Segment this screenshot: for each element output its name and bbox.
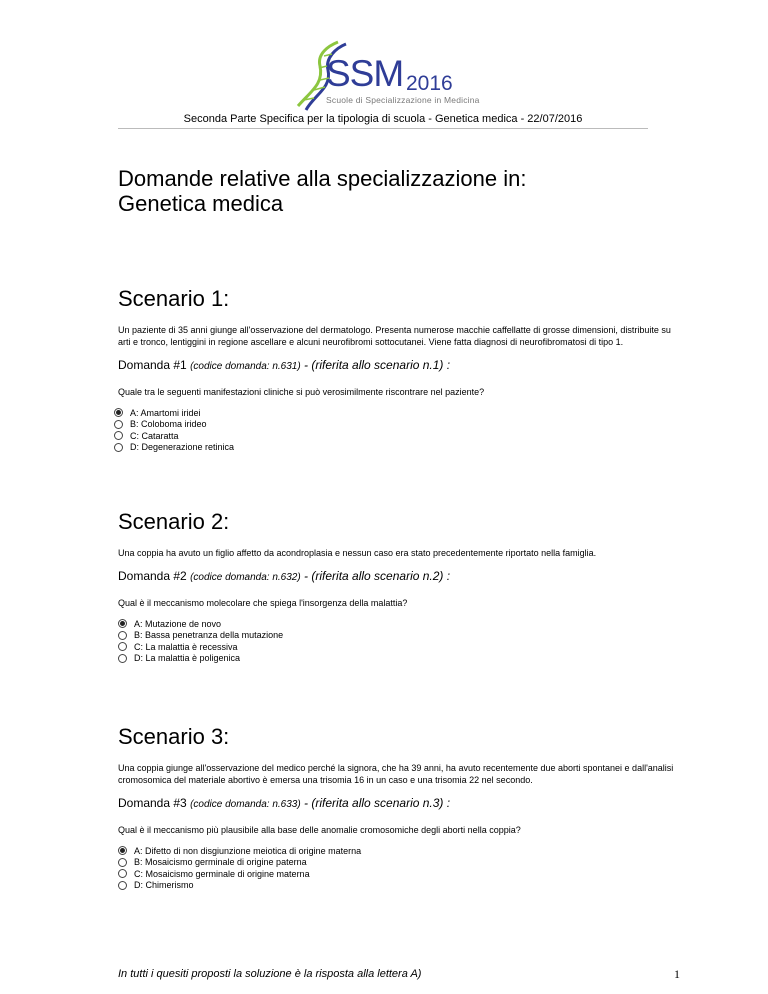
scenario-title: Scenario 1: (118, 286, 230, 311)
option-label: D: Degenerazione retinica (130, 442, 235, 453)
answer-option[interactable] (114, 442, 678, 454)
question-code: (codice domanda: n.632) (190, 572, 301, 583)
scenario-title: Scenario 2: (118, 509, 230, 534)
radio-icon[interactable] (118, 654, 127, 663)
question-header (118, 358, 678, 374)
question-ref: - (riferita allo scenario n.2) : (304, 569, 451, 583)
option-label: A: Amartomi iridei (130, 407, 201, 418)
scenario-title: Scenario 3: (118, 724, 230, 749)
radio-icon[interactable] (118, 631, 127, 640)
scenario-text: Una coppia ha avuto un figlio affetto da acondroplasia e nessun caso era stato precedentemente riportato nella famiglia. (118, 548, 597, 558)
logo-brand: SSM (326, 53, 404, 94)
answer-option[interactable] (118, 641, 678, 653)
page-title (118, 166, 618, 216)
page-number: 1 (674, 967, 680, 981)
question-label: Domanda #1 (118, 358, 187, 372)
radio-icon[interactable] (118, 642, 127, 651)
scenario-text: Un paziente di 35 anni giunge all'osservazione del dermatologo. Presenta numerose macchie caffellatte di grosse dimensioni, distribuite su arti e tronco, lentiggini in regione ascellare e alcuni neurofibromi sottocutanei. Viene fatta diagnosi di neurofibromatosi di tipo 1. (118, 325, 671, 347)
option-label: C: Mosaicismo germinale di origine materna (134, 868, 310, 879)
question-text: Quale tra le seguenti manifestazioni cliniche si può verosimilmente riscontrare nel paziente? (118, 387, 485, 397)
question-ref: - (riferita allo scenario n.1) : (304, 358, 451, 372)
question-header (118, 796, 678, 812)
question-ref: - (riferita allo scenario n.3) : (304, 796, 451, 810)
scenario-1 (118, 287, 678, 469)
page-title-line1: Domande relative alla specializzazione in: (118, 166, 527, 191)
answer-options (118, 618, 678, 664)
answer-option[interactable] (118, 630, 678, 642)
question-code: (codice domanda: n.633) (190, 799, 301, 810)
question-code: (codice domanda: n.631) (190, 361, 301, 372)
radio-selected-icon[interactable] (114, 408, 123, 417)
option-label: B: Coloboma irideo (130, 419, 207, 430)
answer-option[interactable] (114, 407, 678, 419)
logo-year: 2016 (406, 72, 453, 95)
header-divider (118, 128, 648, 129)
answer-option[interactable] (114, 419, 678, 431)
option-label: A: Mutazione de novo (134, 618, 222, 629)
exam-header: Seconda Parte Specifica per la tipologia di scuola - Genetica medica - 22/07/2016 (183, 113, 583, 125)
answer-option[interactable] (114, 430, 678, 442)
answer-option[interactable] (118, 880, 678, 892)
answer-options (114, 407, 678, 453)
radio-icon[interactable] (114, 420, 123, 429)
answer-option[interactable] (118, 857, 678, 869)
scenario-3 (118, 725, 678, 907)
answer-option[interactable] (118, 845, 678, 857)
scenario-2 (118, 510, 678, 680)
radio-selected-icon[interactable] (118, 846, 127, 855)
question-label: Domanda #3 (118, 796, 187, 810)
radio-icon[interactable] (118, 869, 127, 878)
radio-icon[interactable] (114, 431, 123, 440)
page-title-line2: Genetica medica (118, 191, 284, 216)
radio-icon[interactable] (118, 858, 127, 867)
question-text: Qual è il meccanismo molecolare che spiega l'insorgenza della malattia? (118, 598, 408, 608)
answer-option[interactable] (118, 618, 678, 630)
option-label: D: Chimerismo (134, 880, 194, 891)
option-label: C: La malattia è recessiva (134, 641, 238, 652)
question-text: Qual è il meccanismo più plausibile alla base delle anomalie cromosomiche degli aborti nella coppia? (118, 825, 521, 835)
radio-icon[interactable] (118, 881, 127, 890)
question-header (118, 569, 678, 585)
answer-option[interactable] (118, 653, 678, 665)
radio-icon[interactable] (114, 443, 123, 452)
answer-options (118, 845, 678, 891)
option-label: B: Bassa penetranza della mutazione (134, 630, 284, 641)
logo-subtitle: Scuole di Specializzazione in Medicina (326, 95, 480, 105)
option-label: D: La malattia è poligenica (134, 653, 241, 664)
scenario-text: Una coppia giunge all'osservazione del medico perché la signora, che ha 39 anni, ha avuto recentemente due aborti spontanei e dall'analisi cromosomica del materiale abortivo è emersa una trisomia 16 in un caso e una trisomia 22 nel secondo. (118, 763, 674, 785)
question-label: Domanda #2 (118, 569, 187, 583)
option-label: A: Difetto di non disgiunzione meiotica di origine materna (134, 845, 362, 856)
answer-option[interactable] (118, 868, 678, 880)
option-label: C: Cataratta (130, 430, 179, 441)
footer-note: In tutti i quesiti proposti la soluzione è la risposta alla lettera A) (118, 968, 422, 980)
option-label: B: Mosaicismo germinale di origine paterna (134, 857, 307, 868)
radio-selected-icon[interactable] (118, 619, 127, 628)
